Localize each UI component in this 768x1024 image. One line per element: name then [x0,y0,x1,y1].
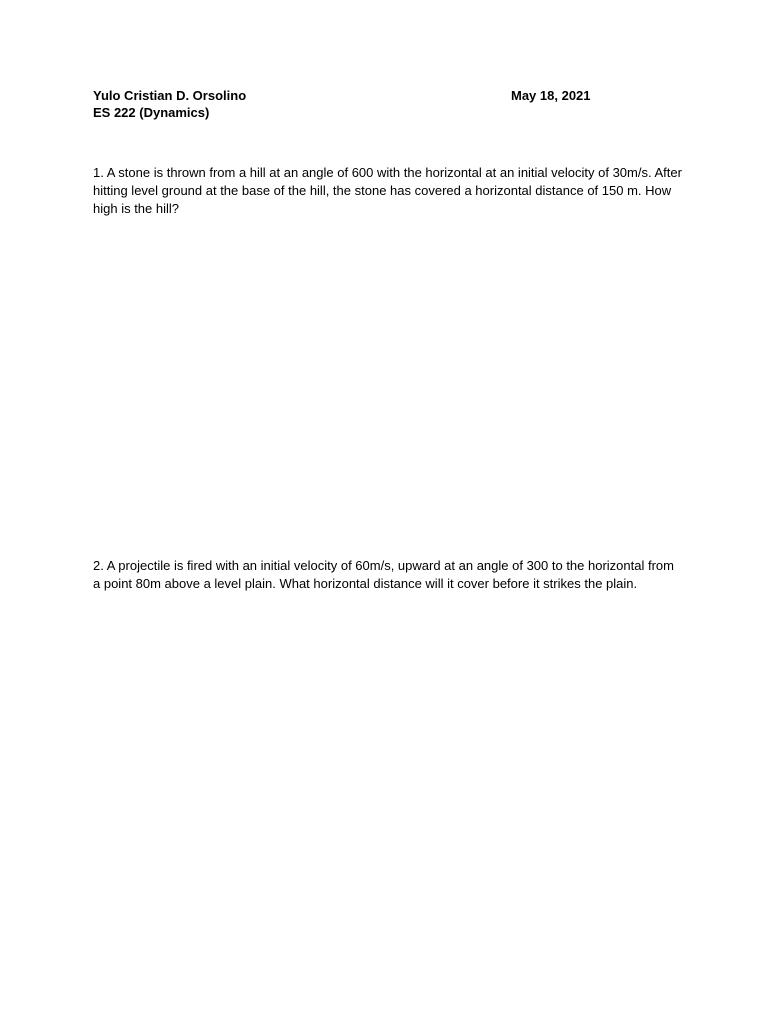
document-date: May 18, 2021 [511,88,591,103]
author-name: Yulo Cristian D. Orsolino [93,88,247,103]
problem-2-text: 2. A projectile is fired with an initial velocity of 60m/s, upward at an angle of 300 to the horizontal from a point 80m above a level plain. What horizontal distance will it cover before it strikes the plain. [93,558,674,591]
course-title: ES 222 (Dynamics) [93,105,210,120]
problem-1-text: 1. A stone is thrown from a hill at an angle of 600 with the horizontal at an initial velocity of 30m/s. After hitting level ground at the base of the hill, the stone has covered a horizontal distance of 150 m. How high is the hill? [93,165,682,216]
